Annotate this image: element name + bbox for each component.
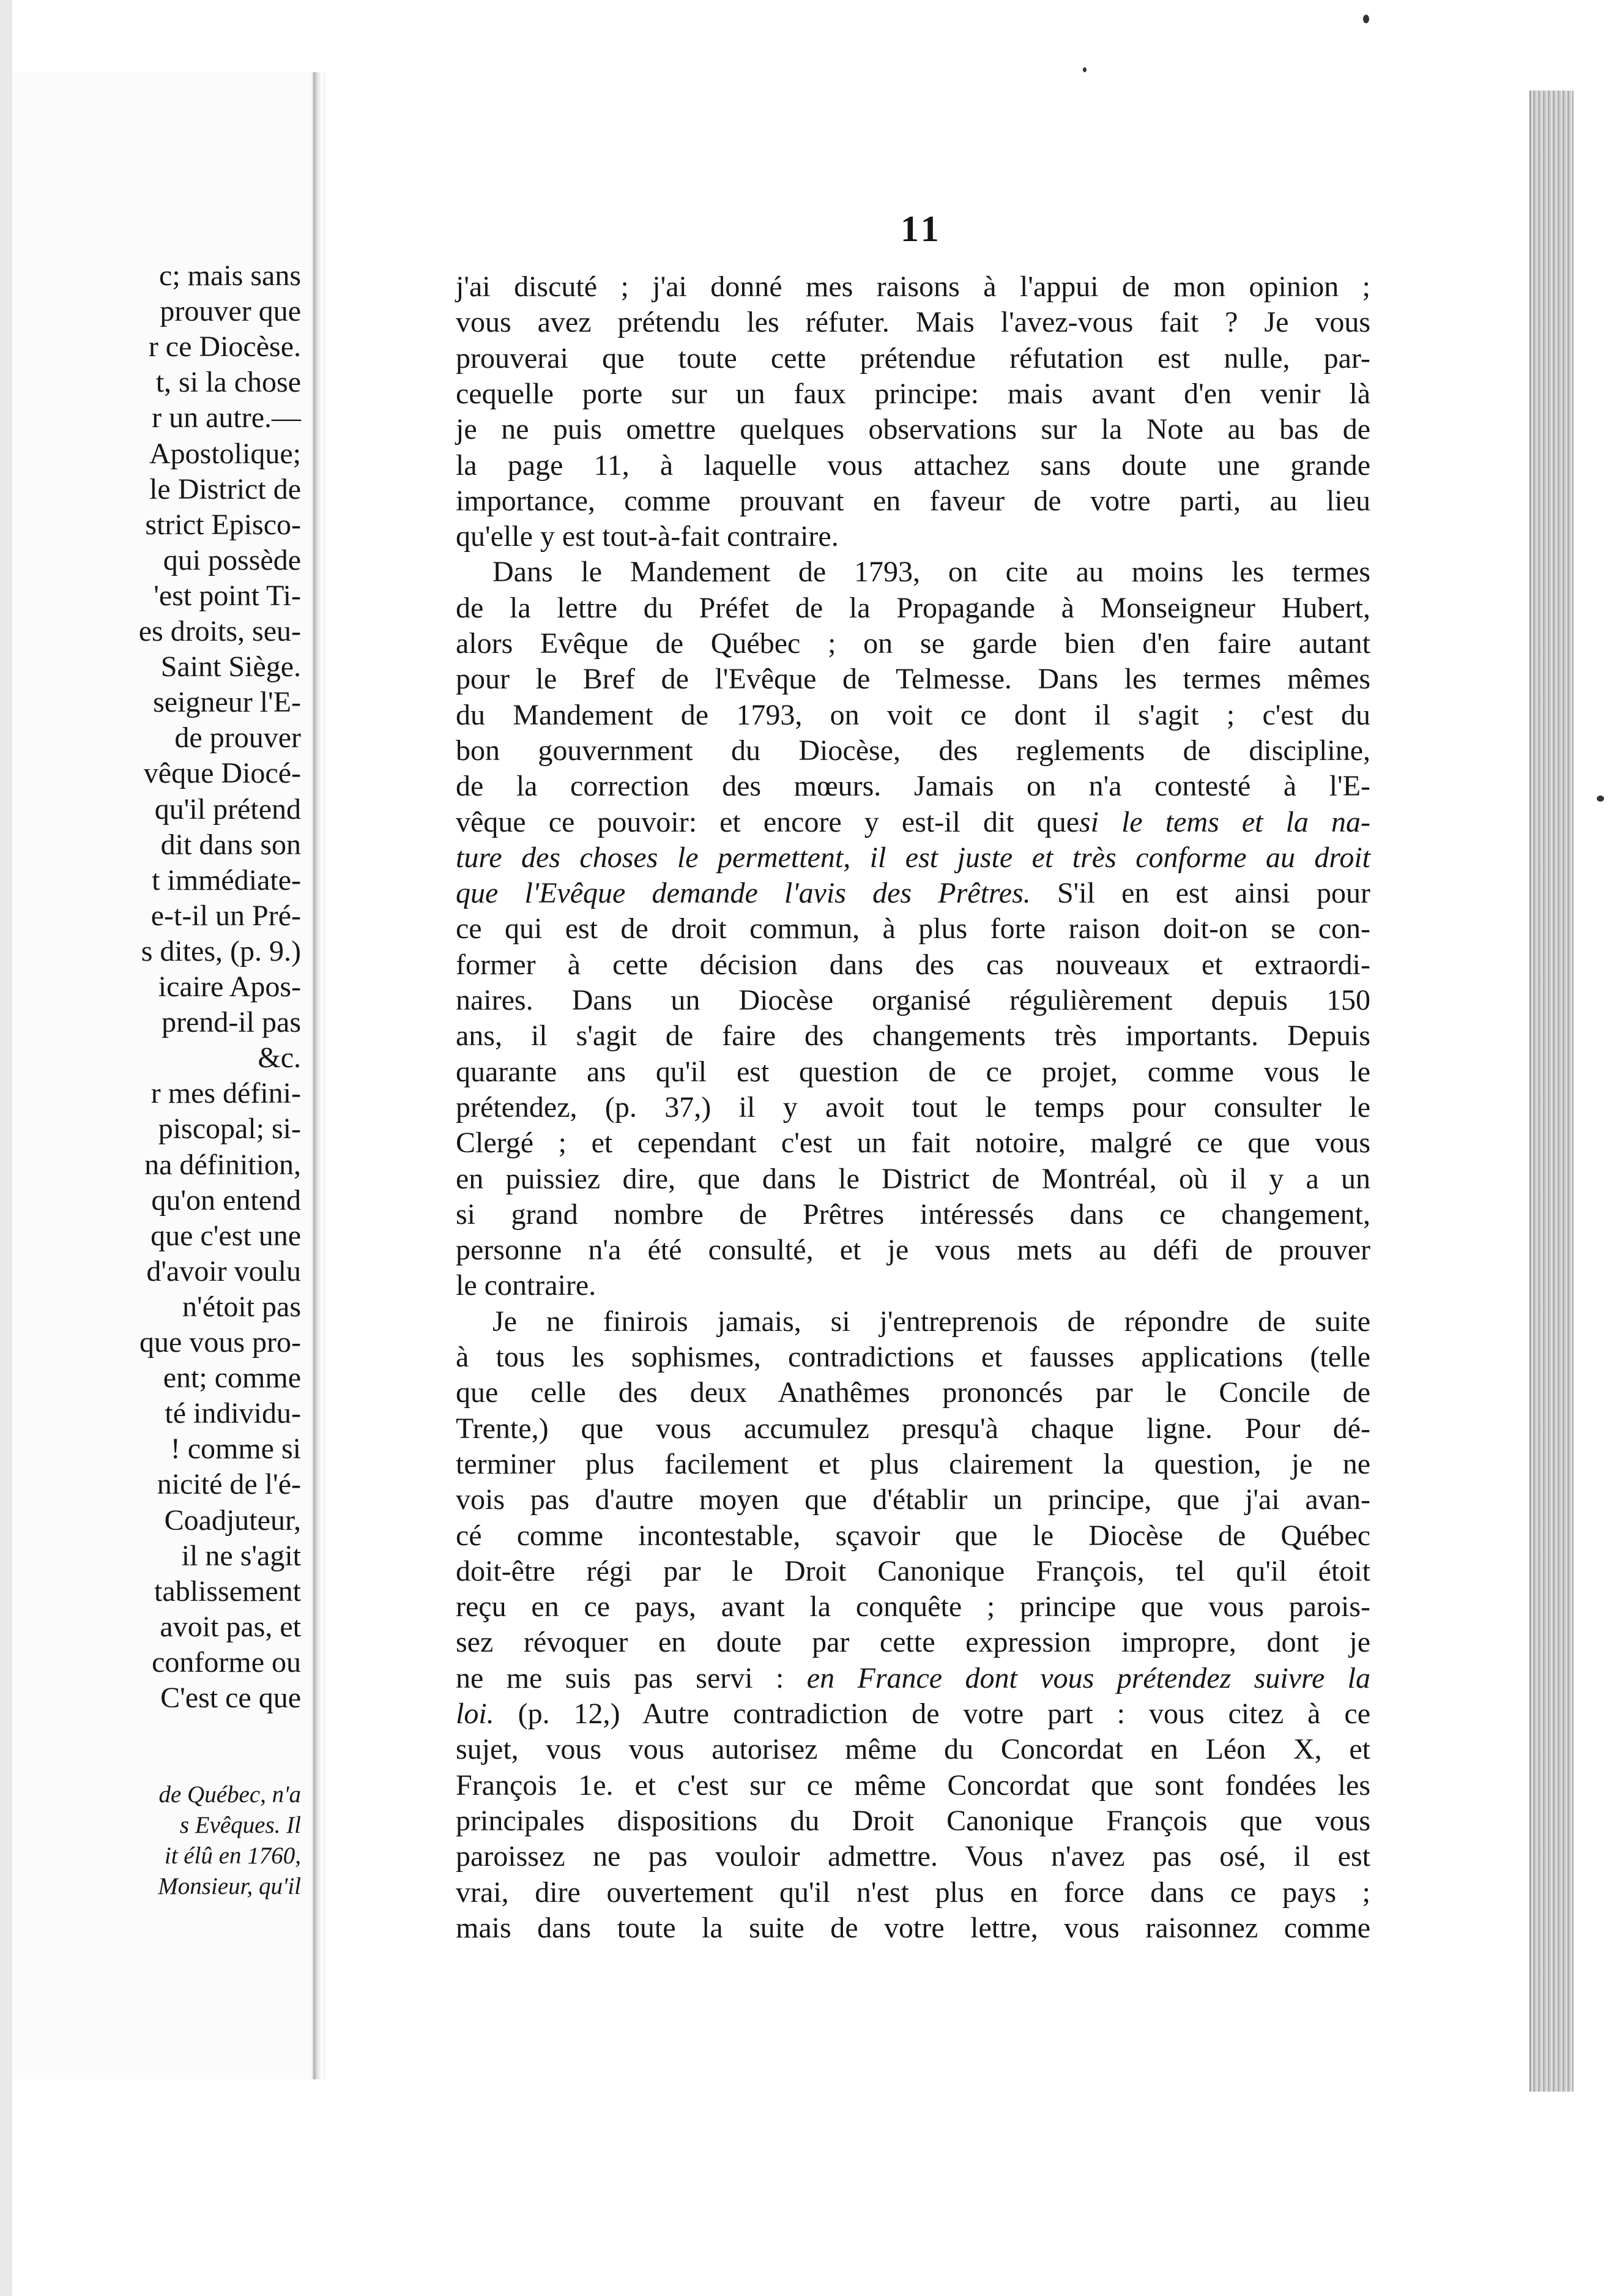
- text-run: à tous les sophismes, contradictions et fausses applications (telle: [456, 1341, 1370, 1373]
- text-run: cé comme incontestable, sçavoir que le Diocèse de Québec: [456, 1519, 1370, 1552]
- left-page-line: que c'est une: [150, 1219, 301, 1252]
- text-run: je ne puis omettre quelques observations sur la Note au bas de: [456, 413, 1370, 446]
- left-page-line: vêque Diocé-: [143, 757, 301, 790]
- left-page-line: qu'on entend: [151, 1183, 301, 1217]
- text-line: [456, 1375, 1370, 1411]
- left-page-line: tablissement: [154, 1575, 301, 1608]
- text-run: sujet, vous vous autorisez même du Concordat en Léon X, et: [456, 1733, 1370, 1766]
- page-edges: [1529, 91, 1574, 2092]
- text-line: [456, 1625, 1370, 1660]
- text-run: vous avez prétendu les réfuter. Mais l'avez-vous fait ? Je vous: [456, 306, 1370, 339]
- left-page-line: Apostolique;: [149, 437, 301, 470]
- text-run: prétendez, (p. 37,) il y avoit tout le temps pour consulter le: [456, 1090, 1370, 1124]
- left-page: [12, 72, 313, 2079]
- left-page-line: n'étoit pas: [182, 1290, 301, 1323]
- left-page-line: 'est point Ti-: [154, 579, 301, 612]
- text-run: du Mandement de 1793, on voit ce dont il s'agit ; c'est du: [456, 698, 1370, 731]
- left-page-line: prend-il pas: [162, 1006, 301, 1039]
- text-line: [456, 1661, 1370, 1696]
- text-run: paroissez ne pas vouloir admettre. Vous n'avez pas osé, il est: [456, 1840, 1370, 1873]
- page-number: 11: [901, 209, 943, 249]
- text-line: [456, 876, 1370, 911]
- left-page-line: s dites, (p. 9.): [141, 934, 301, 967]
- italic-run: loi.: [456, 1698, 494, 1730]
- italic-run: si le tems et la na-: [1079, 805, 1370, 838]
- text-run: Je ne finirois jamais, si j'entreprenois de répondre de suite: [492, 1305, 1370, 1338]
- left-page-line: de prouver: [174, 721, 301, 755]
- text-line: [456, 733, 1370, 769]
- text-run: si grand nombre de Prêtres intéressés dans ce changement,: [456, 1198, 1370, 1231]
- text-run: naires. Dans un Diocèse organisé régulièrement depuis 150: [456, 984, 1370, 1016]
- text-run: de la lettre du Préfet de la Propagande à Monseigneur Hubert,: [456, 591, 1370, 624]
- text-run: importance, comme prouvant en faveur de votre parti, au lieu: [456, 484, 1370, 517]
- text-run: reçu en ce pays, avant la conquête ; principe que vous parois-: [456, 1590, 1370, 1623]
- text-line: [456, 983, 1370, 1018]
- text-line: [456, 1554, 1370, 1589]
- text-line: [456, 1018, 1370, 1054]
- text-line: [456, 1875, 1370, 1910]
- text-run: principales dispositions du Droit Canonique François que vous: [456, 1804, 1370, 1837]
- text-line: [456, 662, 1370, 697]
- left-page-line: prouver que: [160, 295, 301, 328]
- left-page-line: icaire Apos-: [158, 971, 301, 1003]
- text-line: [456, 1839, 1370, 1874]
- text-line: [456, 1090, 1370, 1125]
- italic-run: que l'Evêque demande l'avis des Prêtres.: [456, 877, 1031, 910]
- scan-margin: [0, 0, 12, 2296]
- text-line: [456, 376, 1370, 412]
- text-line: [456, 591, 1370, 626]
- text-line: [456, 1161, 1370, 1197]
- left-page-line: il ne s'agit: [181, 1539, 301, 1572]
- left-page-line: que vous pro-: [139, 1326, 301, 1359]
- left-page-line: t immédiate-: [152, 863, 301, 896]
- left-page-footnote-line: it élû en 1760,: [164, 1843, 301, 1869]
- text-run: mais dans toute la suite de votre lettre, vous raisonnez comme: [456, 1911, 1370, 1944]
- text-line: [456, 448, 1370, 483]
- left-page-line: t, si la chose: [155, 366, 301, 399]
- text-run: sez révoquer en doute par cette expression impropre, dont je: [456, 1626, 1370, 1659]
- left-page-line: strict Episco-: [145, 508, 301, 541]
- text-line: [456, 519, 1370, 554]
- left-page-line: d'avoir voulu: [146, 1254, 301, 1288]
- left-page-footnote-line: s Evêques. Il: [179, 1812, 301, 1838]
- text-run: prouverai que toute cette prétendue réfutation est nulle, par-: [456, 341, 1370, 375]
- text-run: vois pas d'autre moyen que d'établir un principe, que j'ai avan-: [456, 1483, 1370, 1516]
- text-run: j'ai discuté ; j'ai donné mes raisons à l'appui de mon opinion ;: [456, 270, 1370, 303]
- text-run: cequelle porte sur un faux principe: mais avant d'en venir là: [456, 377, 1370, 410]
- left-page-line: le District de: [149, 472, 301, 505]
- text-line: [456, 698, 1370, 733]
- text-run: ans, il s'agit de faire des changements très importants. Depuis: [456, 1019, 1370, 1053]
- scan-speck: [1597, 796, 1604, 802]
- left-page-line: Coadjuteur,: [164, 1504, 301, 1537]
- text-line: [456, 840, 1370, 876]
- text-line: [456, 1768, 1370, 1803]
- text-line: [456, 341, 1370, 376]
- scan-speck: [1363, 15, 1369, 23]
- text-run: Dans le Mandement de 1793, on cite au moins les termes: [492, 556, 1370, 589]
- left-page-line: &c.: [258, 1042, 301, 1075]
- scan-speck: [1083, 67, 1087, 72]
- italic-run: ture des choses le permettent, il est juste et très conforme au droit: [456, 841, 1370, 874]
- text-run: former à cette décision dans des cas nouveaux et extraordi-: [456, 948, 1370, 981]
- text-line: [456, 1340, 1370, 1375]
- text-run: en puissiez dire, que dans le District de Montréal, où il y a un: [456, 1162, 1370, 1195]
- text-line: [456, 769, 1370, 804]
- left-page-line: Saint Siège.: [160, 650, 301, 684]
- text-run: doit-être régi par le Droit Canonique François, tel qu'il étoit: [456, 1554, 1370, 1587]
- left-page-line: r un autre.—: [152, 401, 301, 434]
- italic-run: en France dont vous prétendez suivre la: [806, 1661, 1370, 1694]
- text-line: [456, 947, 1370, 983]
- book-spine: [313, 72, 325, 2079]
- left-page-line: e-t-il un Pré-: [150, 899, 301, 932]
- text-line: [456, 1803, 1370, 1839]
- text-line: [456, 1125, 1370, 1161]
- left-page-line: conforme ou: [152, 1646, 301, 1679]
- text-run: alors Evêque de Québec ; on se garde bien d'en faire autant: [456, 627, 1370, 660]
- left-page-line: té individu-: [165, 1397, 301, 1430]
- text-line: [456, 1518, 1370, 1554]
- left-page-line: seigneur l'E-: [153, 686, 301, 719]
- text-line: [456, 1268, 1370, 1303]
- text-line: [456, 911, 1370, 947]
- text-line: [456, 269, 1370, 305]
- text-run: personne n'a été consulté, et je vous mets au défi de prouver: [456, 1234, 1370, 1267]
- left-page-line: qu'il prétend: [154, 792, 301, 826]
- text-line: [492, 1304, 1370, 1340]
- left-page-line: r ce Diocèse.: [148, 330, 301, 363]
- left-page-line: qui possède: [163, 543, 301, 576]
- left-page-line: ! comme si: [170, 1433, 301, 1466]
- text-run: Trente,) que vous accumulez presqu'à chaque ligne. Pour dé-: [456, 1412, 1370, 1445]
- text-line: [492, 554, 1370, 590]
- left-page-line: es droits, seu-: [138, 615, 301, 647]
- text-run: qu'elle y est tout-à-fait contraire.: [456, 520, 839, 553]
- text-line: [456, 412, 1370, 447]
- left-page-line: C'est ce que: [160, 1682, 301, 1714]
- text-line: [456, 483, 1370, 519]
- text-line: [456, 626, 1370, 662]
- text-run: François 1e. et c'est sur ce même Concordat que sont fondées les: [456, 1769, 1370, 1802]
- left-page-line: avoit pas, et: [160, 1610, 301, 1643]
- text-line: [456, 1054, 1370, 1090]
- left-page-line: c; mais sans: [159, 259, 301, 292]
- left-page-line: nicité de l'é-: [157, 1468, 301, 1501]
- text-run: le contraire.: [456, 1269, 596, 1302]
- text-run: vrai, dire ouvertement qu'il n'est plus en force dans ce pays ;: [456, 1876, 1370, 1909]
- text-line: [456, 1732, 1370, 1767]
- text-run: quarante ans qu'il est question de ce projet, comme vous le: [456, 1055, 1370, 1088]
- text-run: terminer plus facilement et plus clairement la question, je ne: [456, 1447, 1370, 1480]
- text-run: bon gouvernment du Diocèse, des reglements de discipline,: [456, 734, 1370, 767]
- text-line: [456, 305, 1370, 340]
- text-line: [456, 1232, 1370, 1268]
- text-run: pour le Bref de l'Evêque de Telmesse. Dans les termes mêmes: [456, 663, 1370, 696]
- text-line: [456, 805, 1370, 840]
- left-page-line: ent; comme: [163, 1362, 301, 1395]
- text-run: Clergé ; et cependant c'est un fait notoire, malgré ce que vous: [456, 1127, 1370, 1160]
- left-page-line: r mes défini-: [150, 1077, 301, 1110]
- left-page-line: piscopal; si-: [158, 1113, 301, 1146]
- left-page-line: dit dans son: [160, 828, 301, 861]
- text-line: [456, 1696, 1370, 1732]
- left-page-footnote-line: de Québec, n'a: [158, 1781, 301, 1808]
- text-run: (p. 12,) Autre contradiction de votre part : vous citez à ce: [494, 1698, 1370, 1730]
- text-run: de la correction des mœurs. Jamais on n'a contesté à l'E-: [456, 770, 1370, 803]
- text-line: [456, 1447, 1370, 1482]
- text-line: [456, 1411, 1370, 1447]
- text-run: vêque ce pouvoir: et encore y est-il dit que: [456, 805, 1079, 838]
- text-line: [456, 1482, 1370, 1518]
- text-line: [456, 1197, 1370, 1232]
- left-page-line: na définition,: [144, 1148, 301, 1181]
- text-run: ce qui est de droit commun, à plus forte raison doit-on se con-: [456, 912, 1370, 945]
- text-run: ne me suis pas servi :: [456, 1661, 807, 1694]
- text-line: [456, 1910, 1370, 1946]
- text-run: S'il en est ainsi pour: [1030, 877, 1370, 910]
- left-page-footnote-line: Monsieur, qu'il: [158, 1873, 301, 1899]
- text-run: la page 11, à laquelle vous attachez sans doute une grande: [456, 449, 1370, 482]
- text-line: [456, 1589, 1370, 1625]
- text-run: que celle des deux Anathêmes prononcés par le Concile de: [456, 1376, 1370, 1409]
